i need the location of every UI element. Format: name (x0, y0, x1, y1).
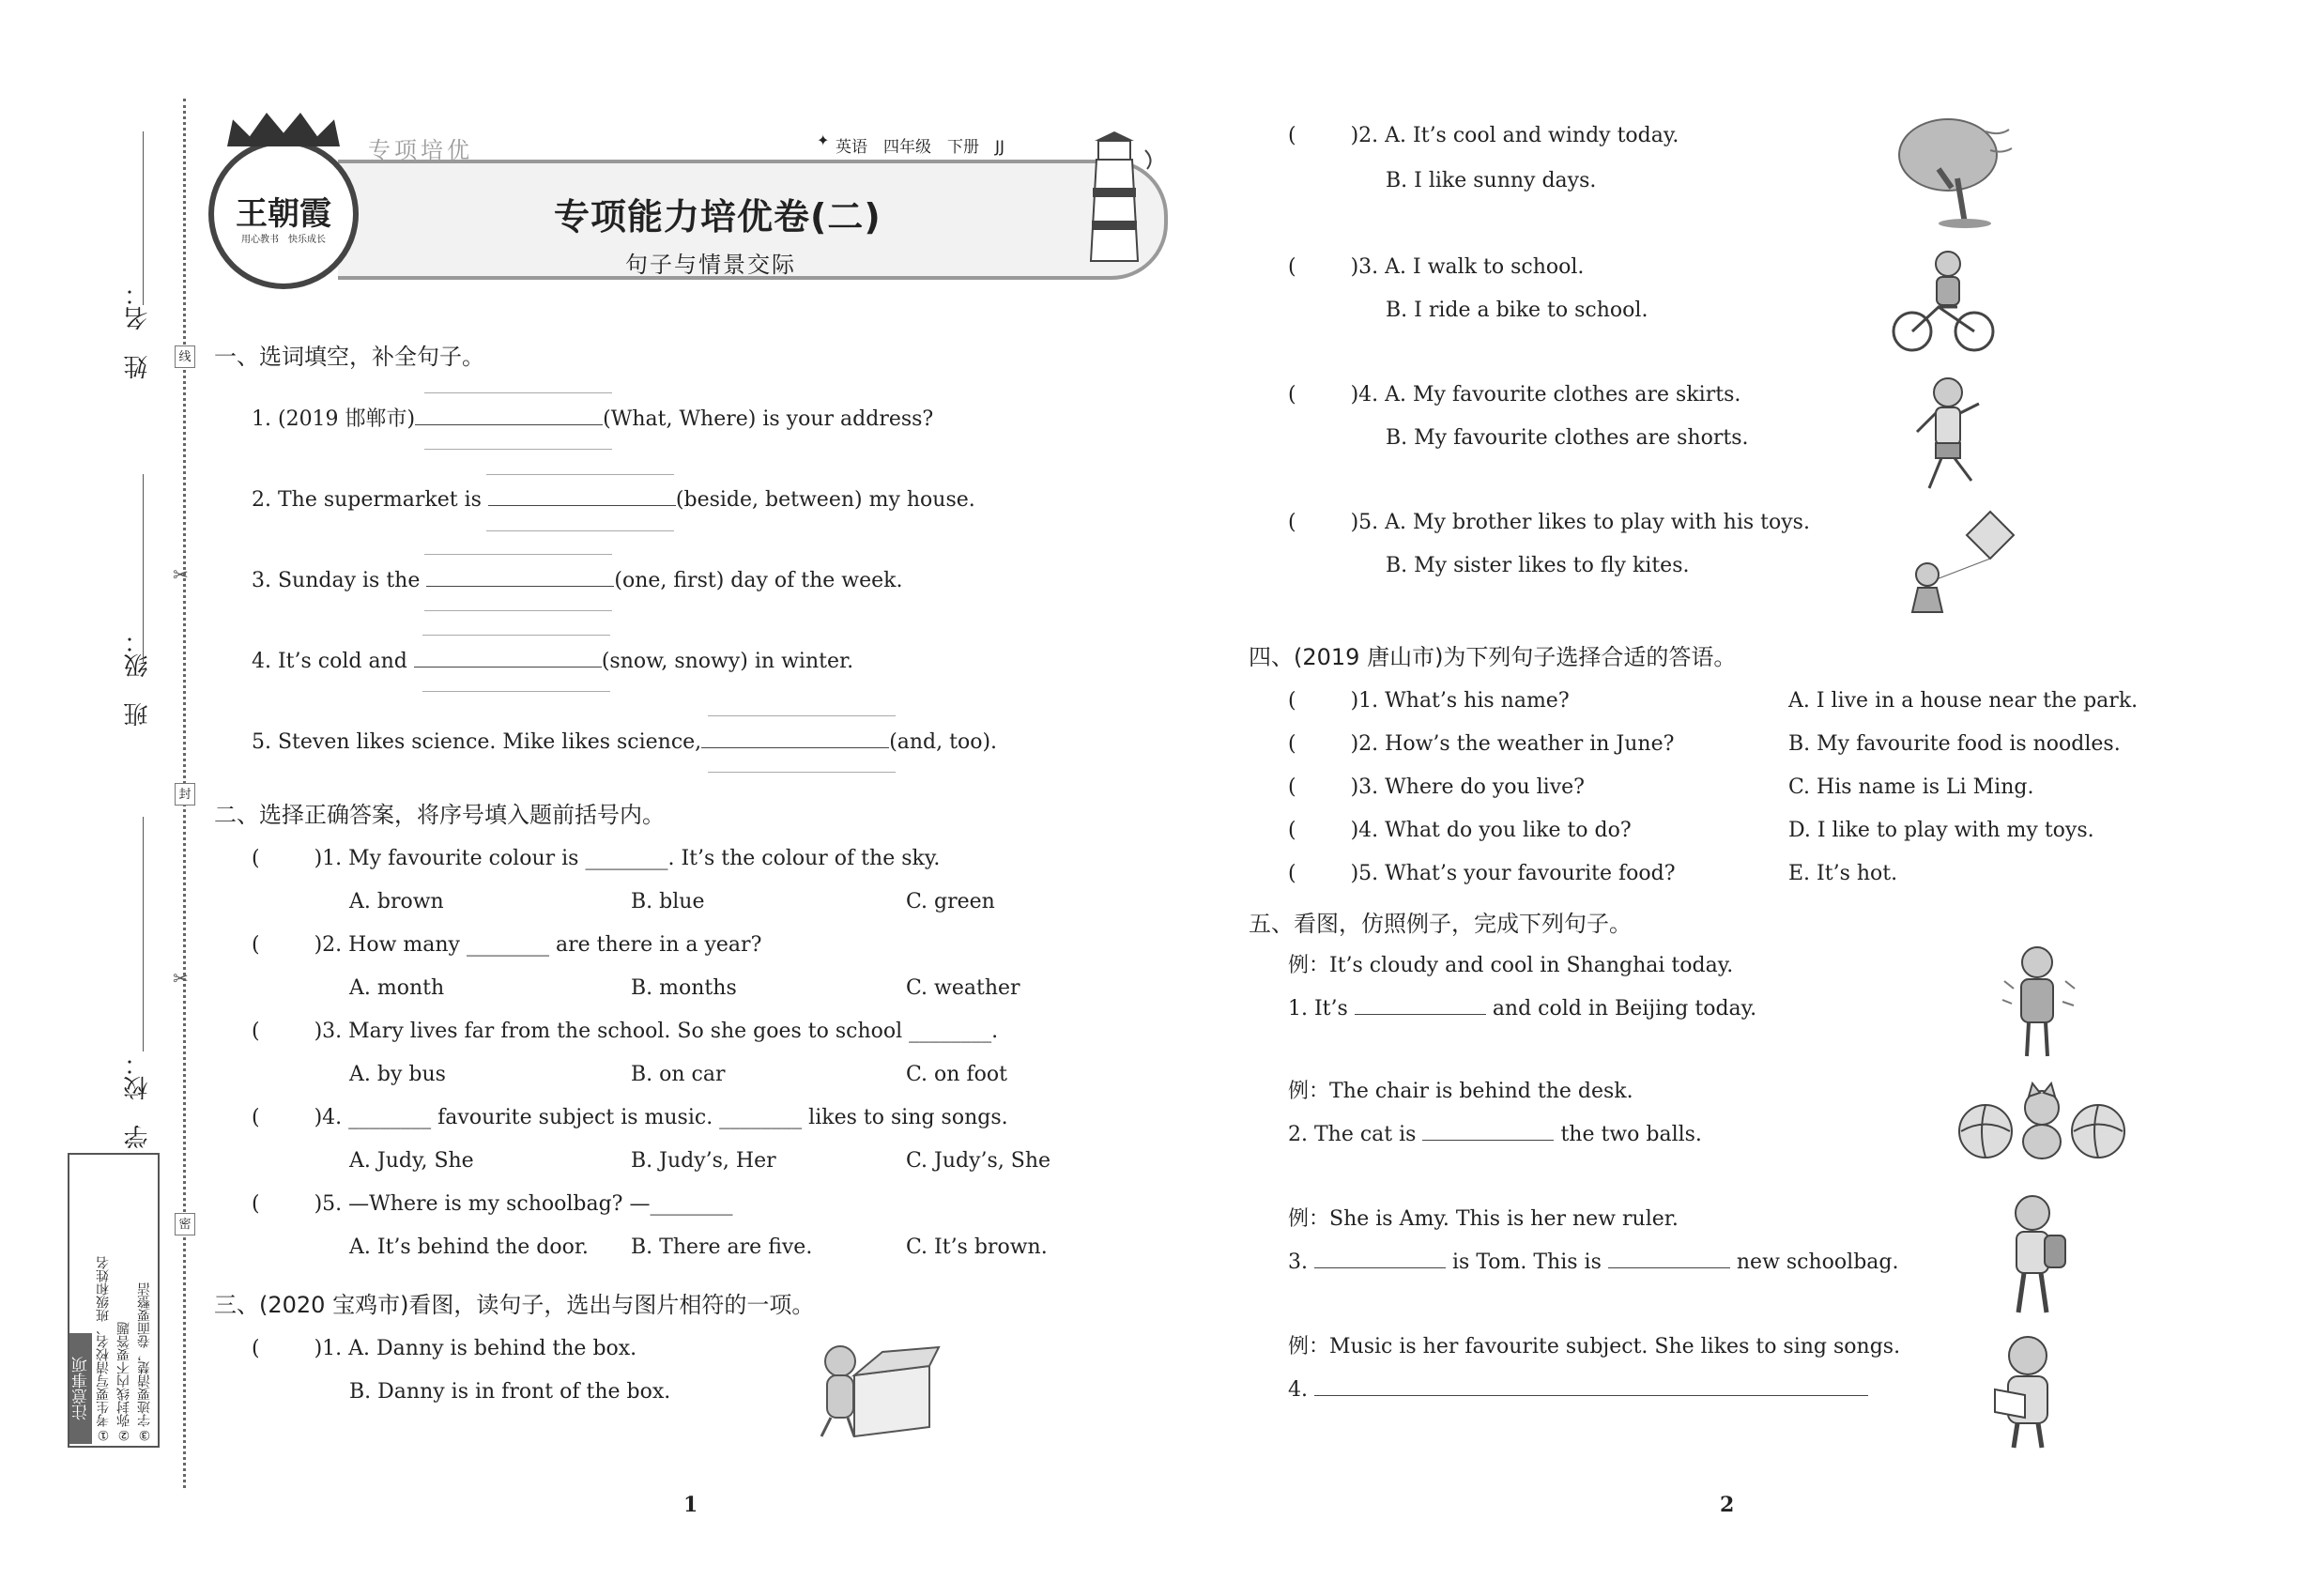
mc-option: A. It’s behind the door. (349, 1235, 589, 1259)
school-line[interactable] (143, 817, 144, 1051)
pic-option-a: )1. A. Danny is behind the box. (314, 1337, 637, 1360)
section3-heading: 三、(2020 宝鸡市)看图，读句子，选出与图片相符的一项。 (214, 1292, 815, 1318)
write-post: the two balls. (1560, 1123, 1702, 1146)
mc-option: B. Judy’s, Her (631, 1149, 776, 1173)
pic-question (1288, 385, 1740, 406)
fill-item-post: (What, Where) is your address? (603, 407, 934, 431)
fill-item-post: (one, first) day of the week. (614, 569, 903, 592)
match-answer: A. I live in a house near the park. (1788, 689, 2139, 713)
notice-item: ③字迹要清楚，卷面要整洁 (137, 1282, 152, 1442)
seal-char-secret: 密 (175, 1213, 195, 1235)
match-question-text: )3. Where do you live? (1350, 775, 1585, 799)
mc-option: A. brown (349, 890, 444, 913)
match-question (1288, 777, 1585, 798)
answer-paren[interactable]: ( (1288, 255, 1296, 279)
write-post: and cold in Beijing today. (1492, 997, 1757, 1021)
mc-option: C. weather (906, 976, 1020, 1000)
pic-option-a: )3. A. I walk to school. (1350, 255, 1585, 279)
answer-blank[interactable] (1355, 1013, 1486, 1015)
page-number: 1 (683, 1493, 698, 1517)
class-line[interactable] (143, 474, 144, 662)
notice-title: 注意事项 (69, 1333, 92, 1444)
answer-blank[interactable] (1608, 1266, 1730, 1268)
answer-paren[interactable]: ( (1288, 689, 1296, 713)
match-question (1288, 821, 1632, 841)
write-sentence (1288, 999, 1756, 1020)
mc-option: A. by bus (349, 1063, 446, 1086)
answer-blank[interactable] (1422, 1139, 1554, 1141)
fill-item (252, 732, 997, 753)
write-post: new schoolbag. (1736, 1251, 1899, 1274)
answer-paren[interactable]: ( (252, 1106, 260, 1129)
mc-stem: )4. ________ favourite subject is music. ________ likes to sing songs. (314, 1106, 1008, 1129)
mc-option: C. on foot (906, 1063, 1007, 1086)
write-pre: 2. The cat is (1288, 1123, 1417, 1146)
mc-option: B. months (631, 976, 737, 1000)
fill-item-pre: 5. Steven likes science. Mike likes science, (252, 730, 702, 754)
write-sentence (1288, 1380, 1868, 1401)
logo-text: 王朝霞 (236, 195, 331, 233)
notice-item: ①考生要写清校名、班级和姓名 (96, 1256, 111, 1442)
pic-question (1288, 513, 1810, 533)
answer-blank[interactable] (426, 585, 614, 587)
name-label: 姓 名： (124, 282, 152, 379)
match-question-text: )4. What do you like to do? (1350, 819, 1632, 842)
example-sentence: 例：The chair is behind the desk. (1288, 1080, 1633, 1103)
match-question-text: )5. What’s your favourite food? (1350, 862, 1676, 885)
notice-item: ②弥封线内不要答题 (116, 1322, 131, 1442)
mc-question (252, 1021, 998, 1042)
cat-box-illustration (803, 1338, 943, 1441)
scissors-icon: ✂ (173, 563, 189, 586)
answer-paren[interactable]: ( (252, 933, 260, 957)
fill-item (252, 490, 975, 511)
seal-char-seal: 封 (175, 783, 195, 806)
answer-paren[interactable]: ( (1288, 124, 1296, 147)
mc-option: A. Judy, She (349, 1149, 474, 1173)
example-sentence: 例：It’s cloudy and cool in Shanghai today. (1288, 954, 1734, 977)
fill-item (252, 409, 933, 430)
write-sentence (1288, 1125, 1702, 1145)
write-mid: is Tom. This is (1452, 1251, 1602, 1274)
write-pre: 3. (1288, 1251, 1308, 1274)
fill-item-post: (and, too). (889, 730, 998, 754)
pic-option-a: )2. A. It’s cool and windy today. (1350, 124, 1679, 147)
answer-paren[interactable]: ( (252, 847, 260, 870)
schoolbag-boy-illustration (1990, 1192, 2075, 1319)
match-answer: B. My favourite food is noodles. (1788, 732, 2121, 756)
answer-blank[interactable] (701, 746, 889, 748)
answer-paren[interactable]: ( (1288, 511, 1296, 534)
match-answer: D. I like to play with my toys. (1788, 819, 2094, 842)
page-number: 2 (1720, 1493, 1735, 1517)
pic-question (252, 1339, 636, 1359)
kite-girl-illustration (1901, 507, 2018, 624)
pic-option-a: )4. A. My favourite clothes are skirts. (1350, 383, 1741, 407)
answer-paren[interactable]: ( (1288, 862, 1296, 885)
mc-stem: )1. My favourite colour is ________. It’s the colour of the sky. (314, 847, 941, 870)
section4-heading: 四、(2019 唐山市)为下列句子选择合适的答语。 (1249, 644, 1737, 670)
logo-sub: 用心教书 快乐成长 (241, 235, 326, 245)
fill-item-pre: 3. Sunday is the (252, 569, 421, 592)
pic-question (1288, 257, 1584, 278)
answer-paren[interactable]: ( (252, 1192, 260, 1216)
fill-item (252, 652, 853, 672)
mc-option: C. It’s brown. (906, 1235, 1048, 1259)
answer-blank[interactable] (414, 666, 602, 668)
scissors-icon: ✂ (173, 967, 189, 990)
mc-option: A. month (349, 976, 445, 1000)
class-label: 班 级： (124, 629, 152, 727)
mc-option: B. blue (631, 890, 705, 913)
section1-heading: 一、选词填空，补全句子。 (214, 344, 484, 370)
answer-blank[interactable] (488, 504, 676, 506)
mc-stem: )5. —Where is my schoolbag? —________ (314, 1192, 733, 1216)
write-pre: 1. It’s (1288, 997, 1348, 1021)
seal-char-line: 线 (175, 345, 195, 368)
fill-item (252, 571, 903, 591)
fill-item-post: (beside, between) my house. (675, 488, 975, 512)
match-question (1288, 734, 1674, 755)
mc-question (252, 849, 940, 869)
mc-question (252, 1194, 732, 1215)
pic-question (1288, 126, 1679, 146)
crown-icon (227, 113, 340, 146)
pic-option-b: B. I like sunny days. (1386, 169, 1597, 192)
answer-paren[interactable]: ( (252, 1337, 260, 1360)
answer-paren[interactable]: ( (1288, 383, 1296, 407)
fill-item-pre: 4. It’s cold and (252, 650, 407, 673)
header-tag: 专项培优 (368, 137, 473, 163)
lighthouse-icon (1080, 131, 1164, 263)
answer-paren[interactable]: ( (1288, 732, 1296, 756)
match-question (1288, 864, 1676, 884)
mc-option: B. There are five. (631, 1235, 813, 1259)
example-sentence: 例：Music is her favourite subject. She likes to sing songs. (1288, 1335, 1901, 1358)
cat-balls-illustration (1957, 1080, 2126, 1164)
cold-girl-illustration (1995, 944, 2079, 1066)
section2-heading: 二、选择正确答案，将序号填入题前括号内。 (214, 802, 665, 828)
write-pre: 4. (1288, 1378, 1308, 1402)
match-answer: E. It’s hot. (1788, 862, 1898, 885)
section5-heading: 五、看图，仿照例子，完成下列句子。 (1249, 911, 1632, 937)
windy-tree-illustration (1892, 113, 2014, 230)
match-question (1288, 691, 1570, 712)
write-sentence (1288, 1252, 1898, 1273)
mc-question (252, 935, 761, 956)
school-label: 学 校： (124, 1051, 152, 1149)
running-boy-illustration (1906, 376, 1990, 498)
answer-blank[interactable] (415, 423, 603, 425)
pic-option-b: B. My sister likes to fly kites. (1386, 554, 1690, 577)
answer-paren[interactable]: ( (252, 1020, 260, 1043)
mc-option: C. green (906, 890, 995, 913)
example-sentence: 例：She is Amy. This is her new ruler. (1288, 1207, 1679, 1231)
notice-box (68, 1153, 160, 1448)
fill-item-post: (snow, snowy) in winter. (601, 650, 854, 673)
fill-item-pre: 2. The supermarket is (252, 488, 482, 512)
answer-paren[interactable]: ( (1288, 819, 1296, 842)
pic-option-b: B. Danny is in front of the box. (349, 1380, 671, 1404)
header-meta: 英语 四年级 下册 JJ (836, 138, 1005, 157)
mc-stem: )2. How many ________ are there in a year? (314, 933, 762, 957)
answer-blank[interactable] (1314, 1266, 1446, 1268)
mc-option: C. Judy’s, She (906, 1149, 1051, 1173)
name-line[interactable] (143, 131, 144, 305)
mc-option: B. on car (631, 1063, 726, 1086)
pic-option-a: )5. A. My brother likes to play with his toys. (1350, 511, 1810, 534)
match-answer: C. His name is Li Ming. (1788, 775, 2034, 799)
pic-option-b: B. My favourite clothes are shorts. (1386, 426, 1749, 450)
page-title: 专项能力培优卷(二) (554, 196, 882, 238)
answer-paren[interactable]: ( (1288, 775, 1296, 799)
answer-blank[interactable] (1314, 1394, 1868, 1396)
bike-illustration (1892, 249, 1995, 354)
brand-logo (208, 139, 359, 289)
page-subtitle: 句子与情景交际 (625, 252, 796, 278)
reading-boy-illustration (1976, 1333, 2079, 1450)
fill-item-pre: 1. (2019 邯郸市) (252, 407, 416, 431)
match-question-text: )2. How’s the weather in June? (1350, 732, 1675, 756)
mc-question (252, 1108, 1008, 1128)
star-icon: ✦ (817, 131, 830, 149)
mc-stem: )3. Mary lives far from the school. So she goes to school ________. (314, 1020, 999, 1043)
pic-option-b: B. I ride a bike to school. (1386, 299, 1648, 322)
match-question-text: )1. What’s his name? (1350, 689, 1570, 713)
